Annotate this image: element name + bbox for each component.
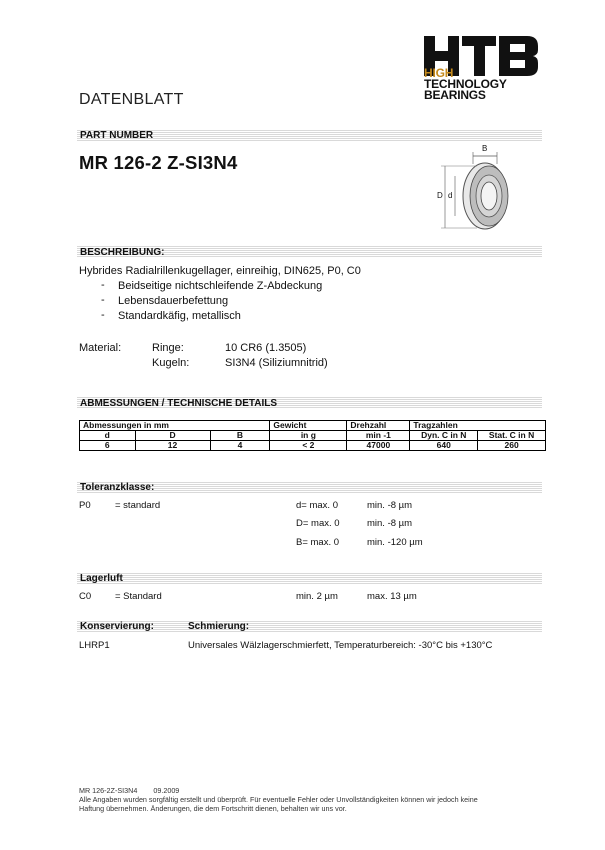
diagram-label-b: B	[482, 144, 488, 153]
page-title: DATENBLATT	[79, 91, 184, 108]
tolerance-row-label: B= max. 0	[296, 537, 340, 548]
table-sub-header-row	[80, 431, 546, 441]
bearing-icon	[437, 144, 525, 234]
material-part: Ringe:	[152, 342, 184, 354]
table-cell: 47000	[347, 441, 410, 451]
dimensions-heading: ABMESSUNGEN / TECHNISCHE DETAILS	[80, 398, 278, 409]
clearance-min: min. 2 µm	[296, 591, 338, 602]
bullet-item: Beidseitige nichtschleifende Z-Abdeckung	[118, 280, 323, 292]
bullet-item: Lebensdauerbefettung	[118, 295, 229, 307]
tolerance-row-min: min. -120 µm	[367, 537, 423, 548]
sub-header-cell: D	[135, 431, 210, 441]
bullet-marker: -	[101, 279, 105, 291]
footer-disclaimer-2: Haftung übernehmen. Änderungen, die dem Fortschritt dienen, behalten wir uns vor.	[79, 804, 347, 813]
diagram-label-D: D	[437, 191, 443, 200]
sub-header-cell: Dyn. C in N	[410, 431, 478, 441]
table-group-header-row	[80, 421, 546, 431]
htb-logo	[422, 36, 540, 104]
clearance-max: max. 13 µm	[367, 591, 417, 602]
tolerance-class-desc: = standard	[115, 500, 161, 511]
dimensions-table	[79, 420, 546, 451]
group-header-abmessungen: Abmessungen in mm	[80, 421, 270, 431]
footer-date: 09.2009	[153, 786, 180, 795]
diagram-label-d: d	[448, 191, 453, 200]
footer-doc-line	[79, 786, 179, 795]
material-part: Kugeln:	[152, 357, 190, 369]
table-cell: 4	[210, 441, 270, 451]
clearance-heading: Lagerluft	[80, 573, 123, 584]
preservation-heading: Konservierung:	[80, 621, 154, 632]
sub-header-cell: d	[80, 431, 136, 441]
sub-header-cell: Stat. C in N	[478, 431, 546, 441]
material-label: Material:	[79, 342, 122, 354]
lubrication-value: Universales Wälzlagerschmierfett, Temperaturbereich: -30°C bis +130°C	[188, 640, 493, 651]
part-number-label: PART NUMBER	[80, 130, 154, 141]
logo-line-bearings: BEARINGS	[424, 88, 486, 102]
tolerance-row-min: min. -8 µm	[367, 518, 413, 529]
preservation-value: LHRP1	[79, 640, 110, 651]
material-value: SI3N4 (Siliziumnitrid)	[225, 357, 328, 369]
clearance-class: C0	[79, 591, 92, 602]
table-cell: 6	[80, 441, 136, 451]
table-cell: < 2	[270, 441, 347, 451]
part-number: MR 126-2 Z-SI3N4	[79, 152, 238, 173]
bullet-marker: -	[101, 294, 105, 306]
table-cell: 640	[410, 441, 478, 451]
sub-header-cell: B	[210, 431, 270, 441]
table-cell: 12	[135, 441, 210, 451]
tolerance-row-label: D= max. 0	[296, 518, 340, 529]
group-header-gewicht: Gewicht	[270, 421, 347, 431]
footer-doc-id: MR 126-2Z-SI3N4	[79, 786, 138, 795]
table-row	[80, 441, 546, 451]
table-cell: 260	[478, 441, 546, 451]
description-main: Hybrides Radialrillenkugellager, einreihig, DIN625, P0, C0	[79, 265, 361, 277]
tolerance-row-label: d= max. 0	[296, 500, 338, 511]
group-header-tragzahlen: Tragzahlen	[410, 421, 546, 431]
lubrication-heading: Schmierung:	[188, 621, 250, 632]
clearance-class-desc: = Standard	[115, 591, 162, 602]
tolerance-row-min: min. -8 µm	[367, 500, 413, 511]
description-heading: BESCHREIBUNG:	[80, 247, 165, 258]
group-header-drehzahl: Drehzahl	[347, 421, 410, 431]
footer-disclaimer-1: Alle Angaben wurden sorgfältig erstellt und überprüft. Für eventuelle Fehler oder Unvollständigkeiten können wir jedoch keine	[79, 795, 478, 804]
tolerance-heading: Toleranzklasse:	[80, 482, 155, 493]
bearing-diagram	[437, 144, 525, 234]
tolerance-class: P0	[79, 500, 91, 511]
material-value: 10 CR6 (1.3505)	[225, 342, 307, 354]
bullet-item: Standardkäfig, metallisch	[118, 310, 241, 322]
sub-header-cell: min -1	[347, 431, 410, 441]
logo-line-technology: TECHNOLOGY	[424, 77, 507, 91]
bullet-marker: -	[101, 309, 105, 321]
section-bar-clearance	[77, 572, 542, 585]
sub-header-cell: in g	[270, 431, 347, 441]
logo-line-high: HIGH	[424, 66, 454, 80]
